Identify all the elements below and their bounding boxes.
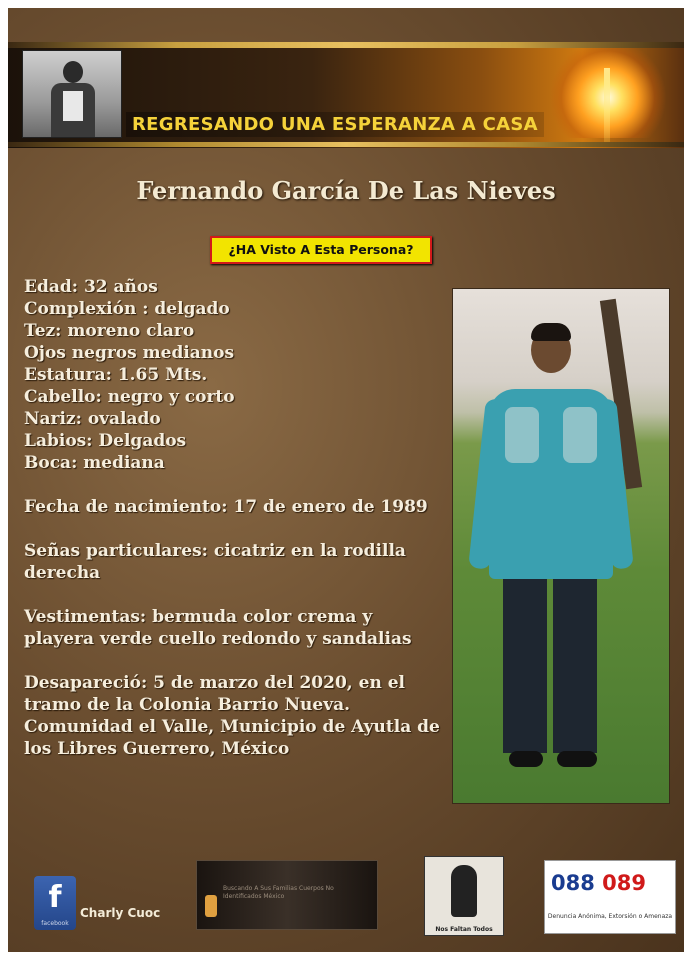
facebook-letter: f bbox=[48, 880, 62, 915]
nos-faltan-todos-logo bbox=[424, 856, 504, 936]
missing-person-poster bbox=[8, 8, 684, 952]
hotline-logo bbox=[544, 860, 676, 934]
disappearance-details: Desapareció: 5 de marzo del 2020, en el tramo de la Colonia Barrio Nueva. Comunidad el Valle, Municipio de Ayutla de los Libres Guerrero, México bbox=[24, 673, 440, 759]
detail-eyes: Ojos negros medianos bbox=[24, 343, 235, 363]
hotline-number bbox=[551, 871, 646, 895]
search-group-logo-text: Buscando A Sus Familias Cuerpos No Identificados México bbox=[223, 885, 334, 900]
candle-icon bbox=[205, 895, 217, 917]
detail-age: Edad: 32 años bbox=[24, 277, 158, 297]
distinguishing-marks: Señas particulares: cicatriz en la rodilla derecha bbox=[24, 541, 406, 583]
detail-lips: Labios: Delgados bbox=[24, 431, 187, 451]
detail-build: Complexión : delgado bbox=[24, 299, 230, 319]
detail-complexion: Tez: moreno claro bbox=[24, 321, 195, 341]
hotline-part2: 089 bbox=[602, 871, 646, 895]
nos-faltan-todos-label: Nos Faltan Todos bbox=[435, 926, 493, 933]
person-details bbox=[24, 276, 444, 760]
search-group-logo bbox=[196, 860, 378, 930]
banner-bottom-line bbox=[8, 142, 684, 147]
sun-ray bbox=[604, 68, 610, 146]
facebook-page-name[interactable]: Charly Cuoc bbox=[80, 906, 161, 920]
detail-hair: Cabello: negro y corto bbox=[24, 387, 235, 407]
detail-height: Estatura: 1.65 Mts. bbox=[24, 365, 208, 385]
facebook-icon[interactable] bbox=[34, 876, 76, 930]
question-text: ¿HA Visto A Esta Persona? bbox=[228, 242, 414, 257]
clothing-description: Vestimentas: bermuda color crema y playera verde cuello redondo y sandalias bbox=[24, 607, 412, 649]
detail-mouth: Boca: mediana bbox=[24, 453, 165, 473]
question-badge bbox=[210, 236, 432, 264]
banner-title: REGRESANDO UNA ESPERANZA A CASA bbox=[126, 112, 544, 137]
silhouette-icon bbox=[451, 865, 477, 917]
banner-thumbnail-photo bbox=[22, 50, 122, 138]
hotline-subtitle: Denuncia Anónima, Extorsión o Amenaza bbox=[547, 913, 673, 920]
hotline-part1: 088 bbox=[551, 871, 595, 895]
facebook-small-label: facebook bbox=[41, 920, 69, 927]
birth-date: Fecha de nacimiento: 17 de enero de 1989 bbox=[24, 497, 428, 517]
person-name: Fernando García De Las Nieves bbox=[136, 176, 556, 205]
detail-nose: Nariz: ovalado bbox=[24, 409, 161, 429]
person-photo bbox=[452, 288, 670, 804]
